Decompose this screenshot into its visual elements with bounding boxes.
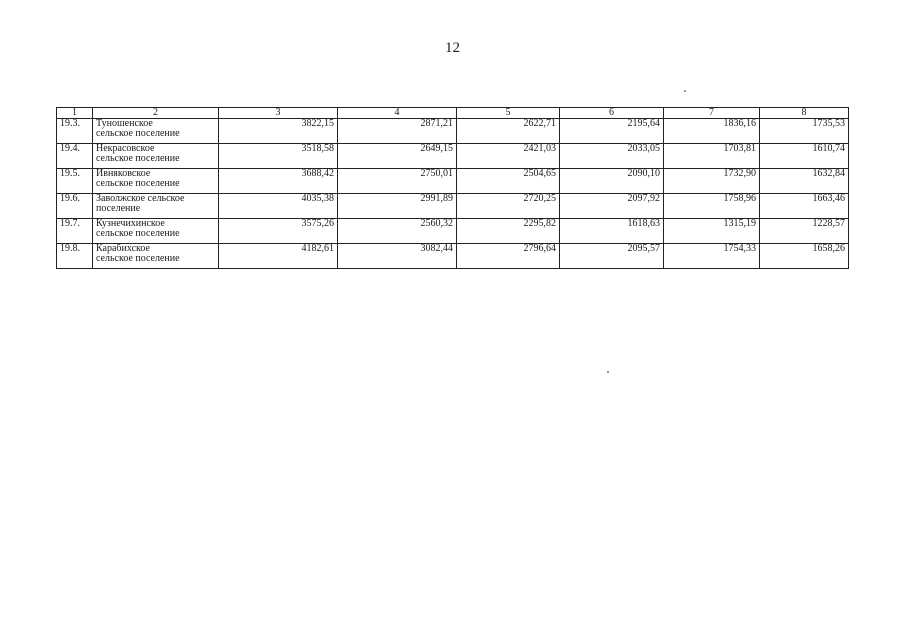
value-cell: 2295,82 bbox=[457, 219, 560, 244]
value-cell: 1632,84 bbox=[760, 169, 849, 194]
value-cell: 2649,15 bbox=[338, 144, 457, 169]
value-cell: 1732,90 bbox=[664, 169, 760, 194]
value-cell: 2033,05 bbox=[560, 144, 664, 169]
header-row bbox=[57, 108, 849, 119]
table-row bbox=[57, 194, 849, 219]
value-cell: 2750,01 bbox=[338, 169, 457, 194]
settlement-name bbox=[93, 169, 219, 194]
value-cell: 2421,03 bbox=[457, 144, 560, 169]
value-cell: 2090,10 bbox=[560, 169, 664, 194]
value-cell: 2097,92 bbox=[560, 194, 664, 219]
value-cell: 1735,53 bbox=[760, 119, 849, 144]
settlement-name bbox=[93, 194, 219, 219]
settlement-name-line2: сельское поселение bbox=[96, 128, 180, 139]
value-cell: 4182,61 bbox=[219, 244, 338, 269]
table-row bbox=[57, 244, 849, 269]
value-cell: 4035,38 bbox=[219, 194, 338, 219]
value-cell: 1703,81 bbox=[664, 144, 760, 169]
row-index: 19.4. bbox=[57, 144, 93, 169]
row-index: 19.6. bbox=[57, 194, 93, 219]
value-cell: 3518,58 bbox=[219, 144, 338, 169]
column-header: 2 bbox=[93, 108, 219, 119]
settlement-name-line1: Кузнечихинское bbox=[96, 218, 165, 229]
value-cell: 2622,71 bbox=[457, 119, 560, 144]
value-cell: 2195,64 bbox=[560, 119, 664, 144]
value-cell: 3082,44 bbox=[338, 244, 457, 269]
column-header: 6 bbox=[560, 108, 664, 119]
settlement-name bbox=[93, 244, 219, 269]
value-cell: 1315,19 bbox=[664, 219, 760, 244]
column-header: 4 bbox=[338, 108, 457, 119]
column-header: 7 bbox=[664, 108, 760, 119]
settlement-name-line1: Туношенское bbox=[96, 118, 153, 129]
value-cell: 1758,96 bbox=[664, 194, 760, 219]
settlement-name-line2: сельское поселение bbox=[96, 253, 180, 264]
settlement-name bbox=[93, 119, 219, 144]
column-header: 8 bbox=[760, 108, 849, 119]
value-cell: 2871,21 bbox=[338, 119, 457, 144]
settlement-name bbox=[93, 144, 219, 169]
settlement-name-line1: Заволжское сельское bbox=[96, 193, 185, 204]
column-header: 1 bbox=[57, 108, 93, 119]
value-cell: 2095,57 bbox=[560, 244, 664, 269]
value-cell: 1658,26 bbox=[760, 244, 849, 269]
value-cell: 3688,42 bbox=[219, 169, 338, 194]
page-number: 12 bbox=[445, 40, 460, 56]
value-cell: 1836,16 bbox=[664, 119, 760, 144]
settlement-name-line1: Карабихское bbox=[96, 243, 150, 254]
settlement-name-line1: Некрасовское bbox=[96, 143, 155, 154]
settlement-name-line2: поселение bbox=[96, 203, 141, 214]
row-index: 19.3. bbox=[57, 119, 93, 144]
settlement-name-line2: сельское поселение bbox=[96, 153, 180, 164]
row-index: 19.5. bbox=[57, 169, 93, 194]
row-index: 19.7. bbox=[57, 219, 93, 244]
value-cell: 2560,32 bbox=[338, 219, 457, 244]
value-cell: 2720,25 bbox=[457, 194, 560, 219]
value-cell: 1228,57 bbox=[760, 219, 849, 244]
table-row bbox=[57, 144, 849, 169]
data-table bbox=[56, 107, 849, 269]
settlement-name-line2: сельское поселение bbox=[96, 178, 180, 189]
value-cell: 1618,63 bbox=[560, 219, 664, 244]
value-cell: 2796,64 bbox=[457, 244, 560, 269]
value-cell: 2991,89 bbox=[338, 194, 457, 219]
scan-speck bbox=[607, 371, 609, 373]
settlement-name bbox=[93, 219, 219, 244]
row-index: 19.8. bbox=[57, 244, 93, 269]
value-cell: 1754,33 bbox=[664, 244, 760, 269]
table-row bbox=[57, 219, 849, 244]
value-cell: 2504,65 bbox=[457, 169, 560, 194]
scan-speck bbox=[684, 90, 686, 92]
value-cell: 3575,26 bbox=[219, 219, 338, 244]
value-cell: 1610,74 bbox=[760, 144, 849, 169]
column-header: 5 bbox=[457, 108, 560, 119]
settlement-name-line1: Ивняковское bbox=[96, 168, 151, 179]
value-cell: 1663,46 bbox=[760, 194, 849, 219]
column-header: 3 bbox=[219, 108, 338, 119]
table-row bbox=[57, 169, 849, 194]
table-row bbox=[57, 119, 849, 144]
value-cell: 3822,15 bbox=[219, 119, 338, 144]
settlement-name-line2: сельское поселение bbox=[96, 228, 180, 239]
